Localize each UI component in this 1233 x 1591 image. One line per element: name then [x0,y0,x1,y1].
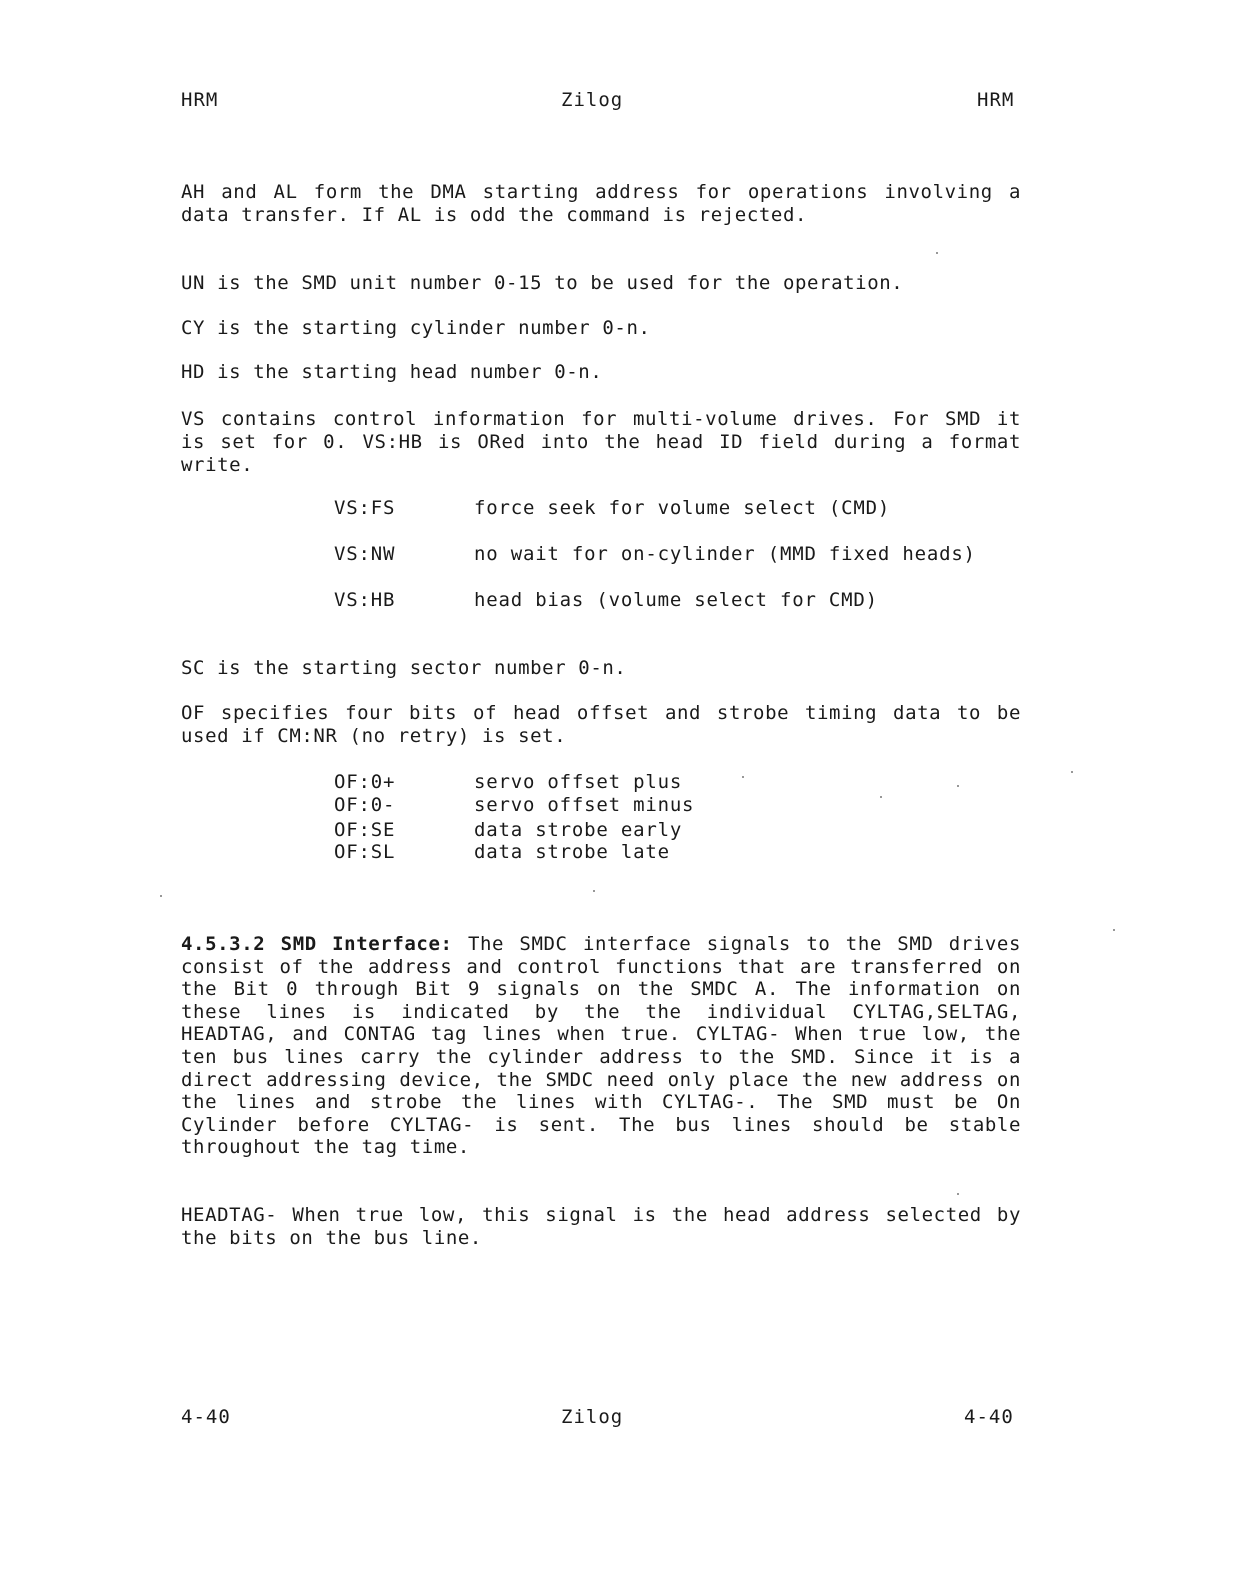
paragraph-cy: CY is the starting cylinder number 0-n. [181,317,651,339]
of-desc: servo offset plus [474,771,683,793]
of-key: OF:SE [334,819,396,841]
section-heading: 4.5.3.2 SMD Interface: [181,933,453,955]
paragraph-sc: SC is the starting sector number 0-n. [181,657,627,679]
scan-speck [160,895,162,897]
paragraph-hd: HD is the starting head number 0-n. [181,361,603,383]
paragraph-headtag: HEADTAG- When true low, this signal is the head address selected by the bits on the bus line. [181,1204,1021,1249]
vs-desc: no wait for on-cylinder (MMD fixed heads) [474,543,976,565]
of-key: OF:0- [334,794,396,816]
header-left: HRM [181,89,219,111]
paragraph-ah-al: AH and AL form the DMA starting address for operations involving a data transfer. If AL is odd the command is rejected. [181,181,1021,226]
of-key: OF:0+ [334,771,396,793]
vs-key: VS:HB [334,589,396,611]
scan-speck [957,1193,959,1195]
of-key: OF:SL [334,841,396,863]
scan-speck [936,252,938,254]
vs-key: VS:FS [334,497,396,519]
scan-speck [957,785,959,787]
header-center: Zilog [561,89,624,111]
paragraph-smd-interface [181,933,1021,1159]
scan-speck [1113,929,1115,931]
scan-speck [880,796,882,798]
of-desc: data strobe early [474,819,683,841]
header-right: HRM [977,89,1015,111]
paragraph-of: OF specifies four bits of head offset and strobe timing data to be used if CM:NR (no retry) is set. [181,702,1021,747]
vs-desc: force seek for volume select (CMD) [474,497,891,519]
section-body: The SMDC interface signals to the SMD drives consist of the address and control functions that are transferred on the Bit 0 through Bit 9 signals on the SMDC A. The information on these lines is indicated by the the individual CYLTAG,SELTAG, HEADTAG, and CONTAG tag lines when true. CYLTAG- When true low, the ten bus lines carry the cylinder address to the SMD. Since it is a direct addressing device, the SMDC need only place the new address on the lines and strobe the lines with CYLTAG-. The SMD must be On Cylinder before CYLTAG- is sent. The bus lines should be stable throughout the tag time. [181,933,1022,1159]
scan-speck [593,890,595,892]
vs-key: VS:NW [334,543,396,565]
paragraph-vs: VS contains control information for multi-volume drives. For SMD it is set for 0. VS:HB is ORed into the head ID field during a format write. [181,408,1021,476]
vs-desc: head bias (volume select for CMD) [474,589,878,611]
of-desc: data strobe late [474,841,670,863]
footer-right: 4-40 [964,1406,1014,1428]
of-desc: servo offset minus [474,794,695,816]
paragraph-un: UN is the SMD unit number 0-15 to be used for the operation. [181,272,904,294]
footer-left: 4-40 [181,1406,231,1428]
scan-speck [1071,771,1073,773]
scan-speck [742,776,744,778]
footer-center: Zilog [561,1406,624,1428]
